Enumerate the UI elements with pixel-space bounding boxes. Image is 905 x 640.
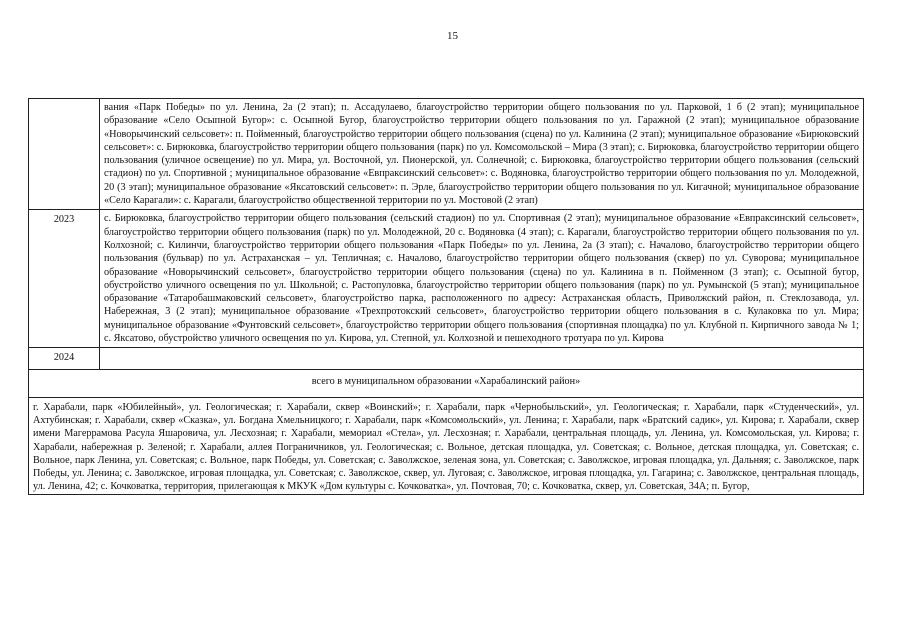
year-cell: 2023 bbox=[29, 210, 100, 348]
table-row bbox=[29, 348, 864, 370]
activity-cell: с. Бирюковка, благоустройство территории общего пользования (сельский стадион) по ул. Спортивная (2 этап); муниципальное образование «Евпраксинский сельсовет», благоустройство территории общего пользования (парк) по ул. Молодежной, 20 с. Водяновка (4 этап); с. Карагали, благоустройство территории общего пользования по ул. Колхозной; с. Килинчи, благоустройство территории общего пользования «Парк Победы» по ул. Ленина, 2а (3 этап); с. Началово, благоустройство территории общего пользования (бульвар) по ул. Астраханская – ул. Тепличная; с. Началово, благоустройство территории общего пользования (сквер) по ул. Суворова; муниципальное образование «Новорычинский сельсовет», благоустройство территории общего пользования (сцена) по ул. Калинина в п. Пойменном (3 этап); с. Осыпной бугор, обустройство уличного освещения по ул. Школьной; с. Растопуловка, благоустройство территории общего пользования (парк) по ул. Румынской (5 этап); муниципальное образование «Татаробашмаковский сельсовет», благоустройство парка, расположенного по адресу: Астраханская область, Приволжский район, п. Стеклозавода, ул. Набережная, 3 (2 этап); муниципальное образование «Трехпротокский сельсовет», благоустройство территории общего пользования в с. Кулаковка по ул. Мира; муниципальное образование «Фунтовский сельсовет», благоустройство территории общего пользования (спортивная площадка) по ул. Клубной п. Кирпичного завода № 1; с. Яксатово, обустройство уличного освещения по ул. Кирова, ул. Степной, ул. Колхозной и пешеходного тротуара по ул. Кирова bbox=[100, 210, 864, 348]
table-row bbox=[29, 99, 864, 210]
table-row bbox=[29, 370, 864, 397]
activity-cell: вания «Парк Победы» по ул. Ленина, 2а (2 этап); п. Ассадулаево, благоустройство территории общего пользования по ул. Парковой, 1 б (2 этап); муниципальное образование «Село Осыпной Бугор»: с. Осыпной Бугор, благоустройство территории общего пользования по ул. Гаражной (2 этап); муниципальное образование «Новорычинский сельсовет»: п. Пойменный, благоустройство территории общего пользования (сцена) по ул. Калинина (2 этап); муниципальное образование «Бирюковский сельсовет»: с. Бирюковка, благоустройство территории общего пользования (парк) по ул. Комсомольской – Мира (3 этап); с. Бирюковка, благоустройство территории общего пользования (уличное освещение) по ул. Мира, ул. Восточной, ул. Пионерской, ул. Солнечной; с. Бирюковка, благоустройство территории общего пользования (сельский стадион) по ул. Спортивной ; муниципальное образование «Евпраксинский сельсовет»: с. Водяновка, благоустройство территории общего пользования по ул. Молодежной, 20 (3 этап); муниципальное образование «Яксатовский сельсовет»: п. Эрле, благоустройство территории общего пользования по ул. Кигачной; муниципальное образование «Село Карагали»: с. Карагали, благоустройство общественной территории по ул. Мостовой (2 этап) bbox=[100, 99, 864, 210]
document-table bbox=[28, 98, 864, 495]
page-number: 15 bbox=[447, 30, 458, 42]
table-row bbox=[29, 210, 864, 348]
year-cell: 2024 bbox=[29, 348, 100, 370]
year-cell bbox=[29, 99, 100, 210]
activity-cell bbox=[100, 348, 864, 370]
territory-list-cell: г. Харабали, парк «Юбилейный», ул. Геологическая; г. Харабали, сквер «Воинский»; г. Харабали, парк «Чернобыльский», ул. Геологическая; г. Харабали, парк «Студенческий», ул. Ахтубинская; г. Харабали, сквер «Сказка», ул. Богдана Хмельницкого; г. Харабали, парк «Комсомольский», ул. Ленина; г. Харабали, парк «Братский садик», ул. Кирова; г. Харабали, сквер имени Магеррамова Расула Яшаровича, ул. Лесхозная; г. Харабали, мемориал «Стела», ул. Лесхозная; г. Харабали, центральная площадь, ул. Ленина, ул. Комсомольская, ул. Кирова; г. Харабали, набережная р. Зеленой; г. Харабали, аллея Пограничников, ул. Геологическая; с. Вольное, детская площадка, ул. Советская; с. Вольное, детская площадка, ул. Советская; с. Вольное, парк Ленина, ул. Советская; с. Вольное, парк Победы, ул. Советская; с. Заволжское, зеленая зона, ул. Советская; с. Заволжское, игровая площадка, ул. Дальняя; с. Заволжское, парк Победы, ул. Ленина; с. Заволжское, игровая площадка, ул. Советская; с. Заволжское, сквер, ул. Луговая; с. Заволжское, игровая площадка, ул. Гагарина; с. Заволжское, центральная площадь, ул. Ленина, 42; с. Кочковатка, территория, прилегающая к МКУК «Дом культуры с. Кочковатка», ул. Почтовая, 70; с. Кочковатка, сквер, ул. Советская, 34А; п. Бугор, bbox=[29, 397, 864, 494]
section-heading: всего в муниципальном образовании «Харабалинский район» bbox=[29, 370, 864, 397]
table-row bbox=[29, 397, 864, 494]
